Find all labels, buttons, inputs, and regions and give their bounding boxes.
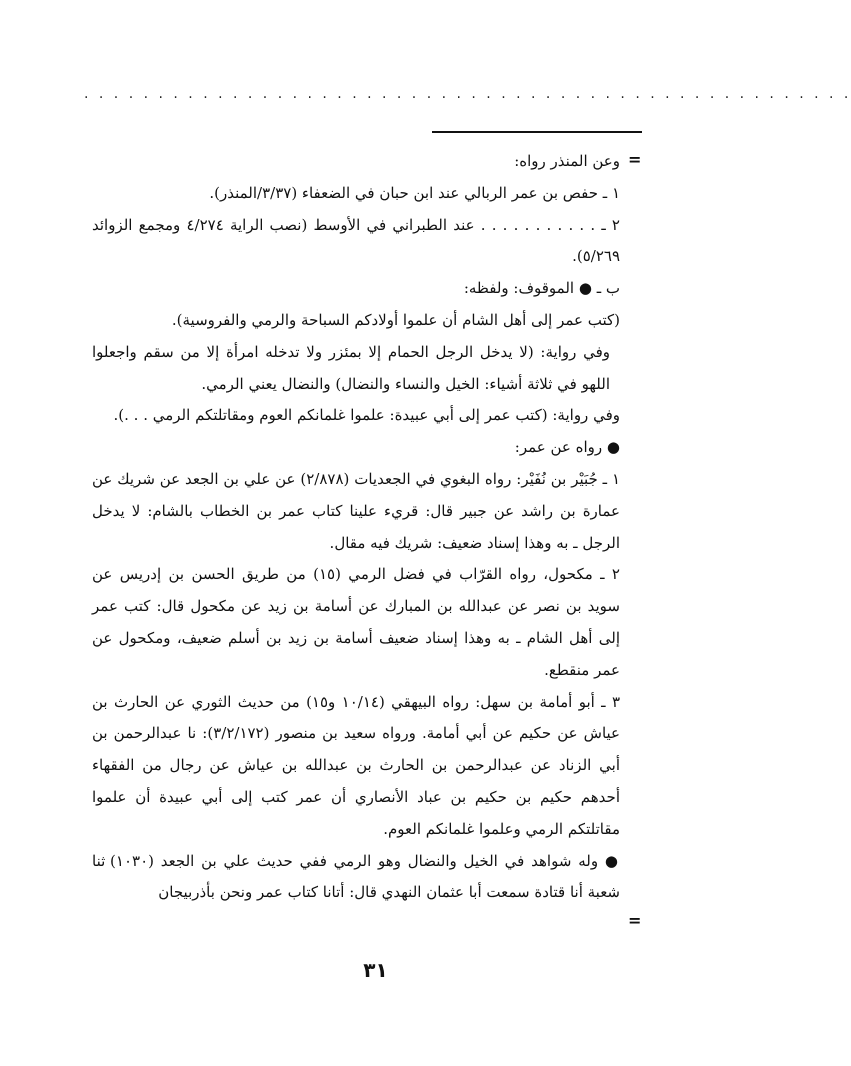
text-line: وفي رواية: (لا يدخل الرجل الحمام إلا بمئزر ولا تدخله امرأة إلا من سقم واجعلوا اللهو في ثلاثة أشياء: الخيل والنساء والنضال) والنضال يعني الرمي.: [92, 342, 610, 393]
text-line: ١ ـ حفص بن عمر الربالي عند ابن حبان في الضعفاء (٣/٣٧/المنذر).: [209, 183, 620, 202]
text-line: ب ـ ● الموقوف: ولفظه:: [463, 279, 620, 298]
text-line: ● رواه عن عمر:: [514, 438, 620, 457]
text-line: وفي رواية: (كتب عمر إلى أبي عبيدة: علموا غلمانكم العوم ومقاتلتكم الرمي . . .).: [113, 406, 620, 425]
page-number: ٣١: [363, 958, 388, 982]
continuation-mark-bottom: =: [628, 911, 642, 930]
text-line: (كتب عمر إلى أهل الشام أن علموا أولادكم السباحة والرمي والفروسية).: [171, 310, 620, 329]
continuation-mark-top: =: [628, 150, 642, 169]
dotted-separator: . . . . . . . . . . . . . . . . . . . . . . . . . . . . . . . . . . . . . . . . . . . . . . . . . . . .: [84, 86, 851, 102]
text-line: ● وله شواهد في الخيل والنضال وهو الرمي ففي حديث علي بن الجعد (١٠٣٠) ثنا شعبة أنا قتادة سمعت أبا عثمان النهدي قال: أتانا كتاب عمر ونحن بأذربيجان: [92, 851, 620, 902]
text-line: ٢ ـ . . . . . . . . . . . عند الطبراني في الأوسط (نصب الراية ٤/٢٧٤ ومجمع الزوائد ٥/٢٦٩).: [92, 215, 620, 266]
text-line: وعن المنذر رواه:: [514, 152, 620, 170]
footnote-rule: [432, 131, 642, 133]
text-line: ٣ ـ أبو أمامة بن سهل: رواه البيهقي (١٠/١٤ و١٥) من حديث الثوري عن الحارث بن عياش عن حكيم عن أبي أمامة. ورواه سعيد بن منصور (٣/٢/١٧٢): نا عبدالرحمن بن أبي الزناد عن عبدالرحمن بن الحارث بن عبدالله بن عياش عن رجال من الفقهاء أحدهم حكيم بن حكيم بن عباد الأنصاري أن عمر كتب إلى أبي عبيدة أن علموا مقاتلتكم الرمي وعلموا غلمانكم العوم.: [92, 692, 620, 838]
text-line: ١ ـ جُبَيْر بن نُفَيْر: رواه البغوي في الجعديات (٢/٨٧٨) عن علي بن الجعد عن شريك عن عمارة بن راشد عن جبير قال: قريء علينا كتاب عمر بن الخطاب بالشام: لا يدخل الرجل ـ به وهذا إسناد ضعيف: شريك فيه مقال.: [92, 469, 621, 552]
footnote-body: [92, 146, 620, 909]
text-line: ٢ ـ مكحول، رواه القرّاب في فضل الرمي (١٥) من طريق الحسن بن إدريس عن سويد بن نصر عن عبدالله بن المبارك عن أسامة بن زيد عن مكحول قال: كتب عمر إلى أهل الشام ـ به وهذا إسناد ضعيف أسامة بن زيد بن أسلم ضعيف، ومكحول عن عمر منقطع.: [92, 565, 620, 679]
